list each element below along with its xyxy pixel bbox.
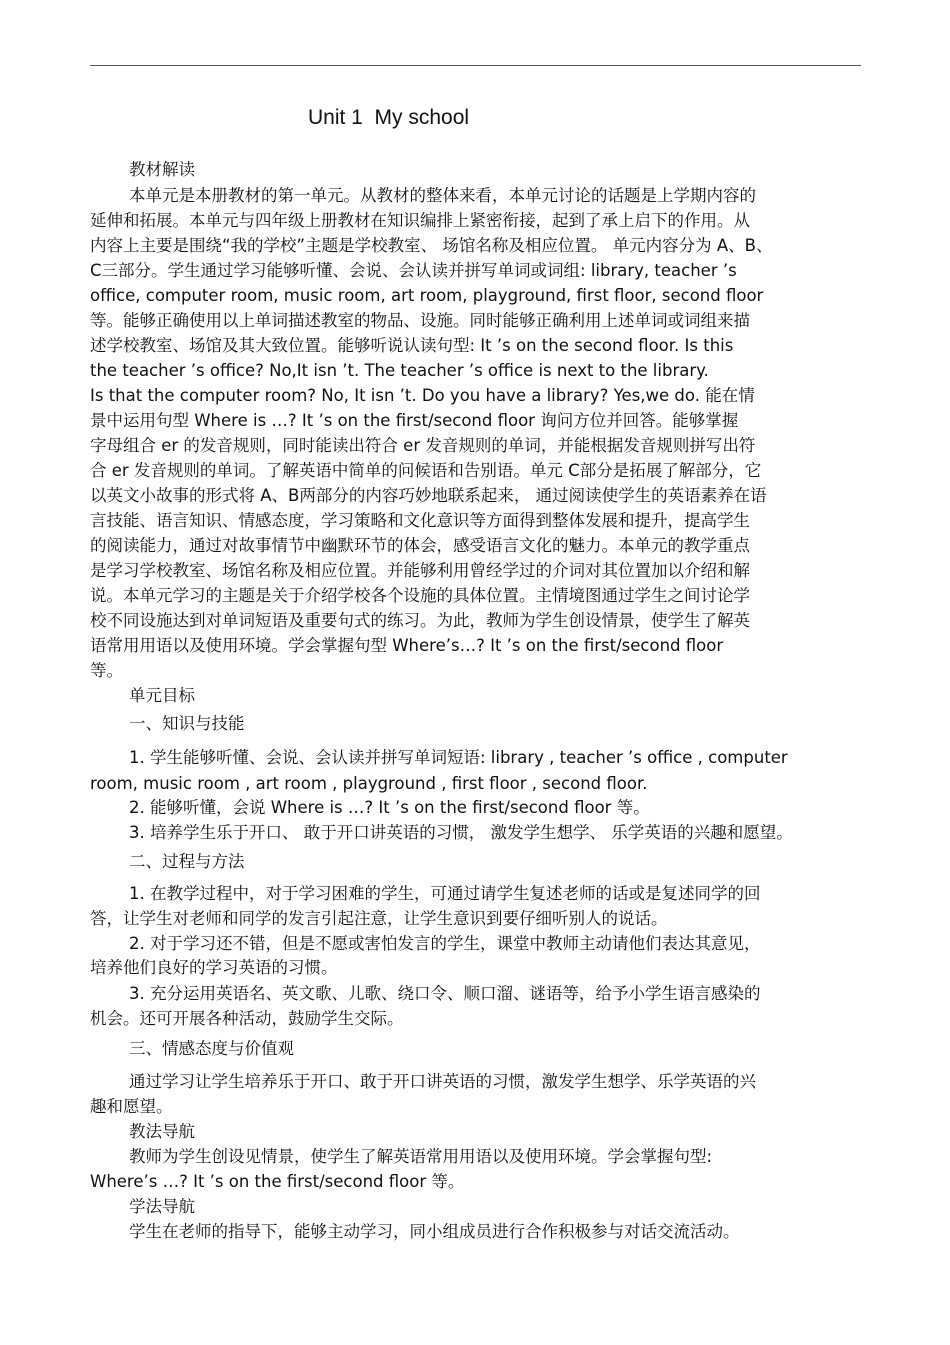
text-line: 延伸和拓展。本单元与四年级上册教材在知识编排上紧密衔接，起到了承上启下的作用。从	[90, 211, 750, 230]
text-line: 2. 能够听懂，会说 Where is …? It ’s on the first/second floor 等。	[129, 798, 650, 817]
text-line: 趣和愿望。	[90, 1097, 173, 1116]
text-line: 等。	[90, 661, 123, 680]
text-line: 是学习学校教室、场馆名称及相应位置。并能够利用曾经学过的介词对其位置加以介绍和解	[90, 561, 750, 580]
text-line: 以英文小故事的形式将 A、B两部分的内容巧妙地联系起来， 通过阅读使学生的英语素养在语	[90, 486, 767, 505]
text-line: 学法导航	[129, 1197, 195, 1216]
text-line: 字母组合 er 的发音规则，同时能读出符合 er 发音规则的单词，并能根据发音规则拼写出符	[90, 436, 756, 455]
text-line: 说。本单元学习的主题是关于介绍学校各个设施的具体位置。主情境图通过学生之间讨论学	[90, 586, 750, 605]
text-line: 1. 在教学过程中，对于学习困难的学生，可通过请学生复述老师的话或是复述同学的回	[129, 884, 761, 903]
text-line: 教材解读	[129, 160, 195, 179]
text-line: 二、过程与方法	[129, 852, 245, 871]
text-line: 语常用用语以及使用环境。学会掌握句型 Where’s…? It ’s on the first/second floor	[90, 636, 724, 655]
text-line: 3. 培养学生乐于开口、 敢于开口讲英语的习惯， 激发学生想学、 乐学英语的兴趣和愿望。	[129, 823, 793, 842]
text-line: 通过学习让学生培养乐于开口、敢于开口讲英语的习惯，激发学生想学、乐学英语的兴	[129, 1072, 756, 1091]
text-line: 2. 对于学习还不错，但是不愿或害怕发言的学生，课堂中教师主动请他们表达其意见，	[129, 934, 761, 953]
text-line: 景中运用句型 Where is …? It ’s on the first/second floor 询问方位并回答。能够掌握	[90, 411, 739, 430]
text-line: Is that the computer room? No, It isn ’t. Do you have a library? Yes,we do. 能在情	[90, 386, 755, 405]
text-line: 等。能够正确使用以上单词描述教室的物品、设施。同时能够正确利用上述单词或词组来描	[90, 311, 750, 330]
text-line: 校不同设施达到对单词短语及重要句式的练习。为此，教师为学生创设情景，使学生了解英	[90, 611, 750, 630]
page-title: Unit 1 My school	[308, 106, 470, 129]
text-line: 答，让学生对老师和同学的发言引起注意，让学生意识到要仔细听别人的说话。	[90, 909, 668, 928]
text-line: 本单元是本册教材的第一单元。从教材的整体来看，本单元讨论的话题是上学期内容的	[129, 186, 756, 205]
text-line: 内容上主要是围绕“我的学校”主题是学校教室、 场馆名称及相应位置。 单元内容分为 A、B、	[90, 236, 773, 255]
text-line: 机会。还可开展各种活动，鼓励学生交际。	[90, 1009, 404, 1028]
text-line: 3. 充分运用英语名、英文歌、儿歌、绕口令、顺口溜、谜语等，给予小学生语言感染的	[129, 984, 761, 1003]
text-line: 教法导航	[129, 1122, 195, 1141]
text-line: 单元目标	[129, 686, 195, 705]
text-line: Where’s …? It ’s on the first/second floor 等。	[90, 1172, 465, 1191]
text-line: room, music room , art room , playground , first floor , second floor.	[90, 774, 648, 793]
text-line: 述学校教室、场馆及其大致位置。能够听说认读句型: It ’s on the second floor. Is this	[90, 336, 734, 355]
text-line: 一、知识与技能	[129, 714, 245, 733]
text-line: C三部分。学生通过学习能够听懂、会说、会认读并拼写单词或词组: library, teacher ’s	[90, 261, 737, 280]
text-line: 合 er 发音规则的单词。了解英语中简单的问候语和告别语。单元 C部分是拓展了解部分，它	[90, 461, 762, 480]
text-line: 的阅读能力，通过对故事情节中幽默环节的体会，感受语言文化的魅力。本单元的教学重点	[90, 536, 750, 555]
text-line: 言技能、语言知识、情感态度，学习策略和文化意识等方面得到整体发展和提升，提高学生	[90, 511, 750, 530]
text-line: 培养他们良好的学习英语的习惯。	[90, 958, 338, 977]
text-line: 学生在老师的指导下，能够主动学习，同小组成员进行合作积极参与对话交流活动。	[129, 1222, 740, 1241]
text-line: 教师为学生创设见情景，使学生了解英语常用用语以及使用环境。学会掌握句型:	[129, 1147, 713, 1166]
text-line: the teacher ’s office? No,It isn ’t. The teacher ’s office is next to the library.	[90, 361, 709, 380]
text-line: 三、情感态度与价值观	[129, 1039, 294, 1058]
text-line: office, computer room, music room, art room, playground, first floor, second floor	[90, 286, 764, 305]
header-rule	[90, 65, 861, 66]
text-line: 1. 学生能够听懂、会说、会认读并拼写单词短语: library , teacher ’s office , computer	[129, 748, 788, 767]
